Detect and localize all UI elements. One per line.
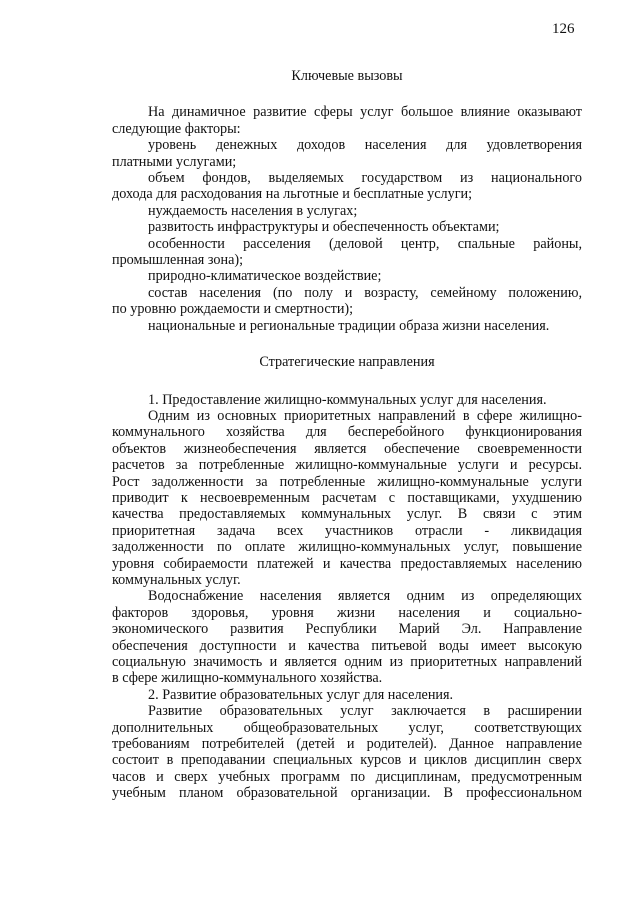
text-line: учебным планом образовательной организации. В профессиональном — [112, 785, 582, 802]
text-line: состав населения (по полу и возрасту, семейному положению, — [148, 284, 582, 301]
text-line: нуждаемость населения в услугах; — [148, 202, 358, 219]
text-line: по уровню рождаемости и смертности); — [112, 301, 354, 318]
page-number: 126 — [552, 21, 575, 37]
text-line: задолженности по оплате жилищно-коммунальных услуг, повышение — [112, 539, 582, 556]
text-line: расчетов за потребленные жилищно-коммунальные услуги и ресурсы. — [112, 457, 582, 474]
page-content — [112, 68, 582, 802]
strategic-directions-text — [112, 392, 582, 802]
text-line: уровень денежных доходов населения для удовлетворения — [148, 137, 582, 154]
text-line: промышленная зона); — [112, 252, 244, 269]
text-line: объектов жизнеобеспечения является обеспечение своевременности — [112, 440, 582, 457]
text-line: в сфере жилищно-коммунального хозяйства. — [112, 670, 383, 687]
text-line: объем фондов, выделяемых государством из национального — [148, 170, 582, 187]
text-line: следующие факторы: — [112, 120, 241, 137]
text-line: платными услугами; — [112, 153, 237, 170]
text-line: дохода для расходования на льготные и бесплатные услуги; — [112, 186, 473, 203]
text-line: Одним из основных приоритетных направлений в сфере жилищно- — [148, 407, 582, 424]
section-heading-key-challenges: Ключевые вызовы — [291, 68, 403, 84]
text-line: 2. Развитие образовательных услуг для населения. — [148, 686, 454, 703]
text-line: особенности расселения (деловой центр, спальные районы, — [148, 235, 582, 252]
key-challenges-text — [112, 104, 582, 334]
text-line: Водоснабжение населения является одним из определяющих — [148, 588, 582, 605]
text-line: приоритетная задача всех участников отрасли - ликвидация — [112, 522, 582, 539]
text-line: приводит к несвоевременным расчетам с поставщиками, ухудшению — [112, 489, 582, 506]
text-line: экономического развития Республики Марий Эл. Направление — [112, 621, 582, 638]
text-line: требованиям потребителей (детей и родителей). Данное направление — [112, 736, 582, 753]
text-line: Рост задолженности за потребленные жилищно-коммунальные услуги — [112, 473, 582, 490]
text-line: национальные и региональные традиции образа жизни населения. — [148, 317, 550, 334]
text-line: обеспечения доступности и качества питьевой воды имеет высокую — [112, 637, 582, 654]
section-heading-strategic-directions: Стратегические направления — [259, 354, 435, 371]
text-line: развитость инфраструктуры и обеспеченность объектами; — [148, 219, 500, 236]
text-line: На динамичное развитие сферы услуг большое влияние оказывают — [148, 104, 582, 121]
text-line: 1. Предоставление жилищно-коммунальных услуг для населения. — [148, 391, 547, 408]
text-line: уровня собираемости платежей и качества предоставляемых населению — [112, 555, 582, 572]
text-line: часов и сверх учебных программ по дисциплинам, предусмотренным — [112, 768, 582, 785]
text-line: состоит в преподавании специальных курсов и циклов дисциплин сверх — [112, 752, 582, 769]
text-line: Развитие образовательных услуг заключается в расширении — [148, 703, 582, 720]
text-line: социальную значимость и является одним из приоритетных направлений — [112, 654, 582, 670]
text-line: коммунального хозяйства для бесперебойного функционирования — [112, 424, 582, 441]
text-line: факторов здоровья, уровня жизни населения и социально- — [112, 604, 582, 621]
text-line: природно-климатическое воздействие; — [148, 268, 382, 285]
text-line: качества предоставляемых коммунальных услуг. В связи с этим — [112, 506, 582, 523]
text-line: коммунальных услуг. — [112, 571, 241, 588]
text-line: дополнительных общеобразовательных услуг, соответствующих — [112, 719, 582, 736]
